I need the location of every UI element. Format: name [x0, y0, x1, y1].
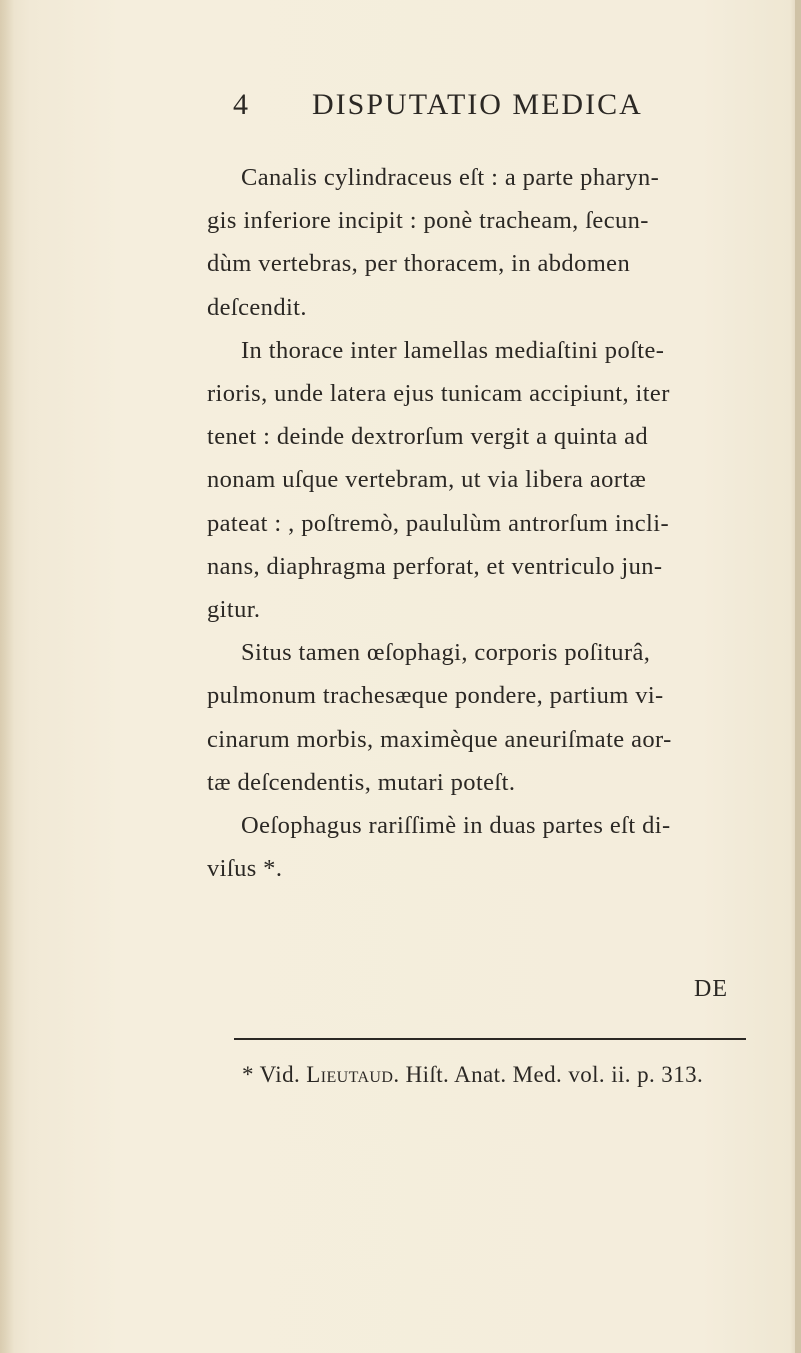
footnote-author: Lieutaud.	[306, 1062, 400, 1087]
footnote-marker: *	[242, 1062, 254, 1087]
text-line: rioris, unde latera ejus tunicam accipiunt, iter	[207, 380, 670, 408]
page-gutter-shadow	[0, 0, 14, 1353]
paragraph-1	[207, 156, 747, 329]
text-line: nonam uſque vertebram, ut via libera aortæ	[207, 466, 647, 494]
paragraph-2	[207, 329, 747, 631]
text-line: pulmonum trachesæque pondere, partium vi-	[207, 682, 664, 710]
running-title: DISPUTATIO MEDICA	[312, 88, 643, 121]
text-line: Canalis cylindraceus eſt : a parte pharyn-	[241, 164, 660, 191]
page-header	[0, 88, 801, 128]
text-line: gitur.	[207, 596, 261, 624]
text-line: viſus *.	[207, 855, 283, 883]
footnote-citation: Hiſt. Anat. Med. vol. ii. p. 313.	[405, 1062, 704, 1087]
text-line: cinarum morbis, maximèque aneuriſmate aor-	[207, 725, 672, 753]
paragraph-4	[207, 804, 747, 890]
text-line: tenet : deinde dextrorſum vergit a quinta ad	[207, 423, 649, 451]
footnote	[242, 1062, 703, 1088]
text-line: deſcendit.	[207, 293, 307, 321]
text-line: gis inferiore incipit : ponè tracheam, ſecun-	[207, 207, 649, 235]
text-line: Situs tamen œſophagi, corporis poſiturâ,	[241, 639, 651, 667]
text-line: tæ deſcendentis, mutari poteſt.	[207, 768, 516, 796]
footnote-prefix: Vid.	[259, 1062, 301, 1087]
text-line: In thorace inter lamellas mediaſtini poſte-	[241, 336, 665, 364]
paragraph-3	[207, 631, 747, 804]
page-edge	[795, 0, 801, 1353]
text-line: dùm vertebras, per thoracem, in abdomen	[207, 250, 631, 278]
main-text	[207, 156, 747, 890]
text-line: pateat : , poſtremò, paululùm antrorſum incli-	[207, 509, 670, 537]
catchword: DE	[694, 976, 728, 1002]
page-number: 4	[233, 88, 249, 121]
footnote-rule	[234, 1038, 746, 1040]
text-line: nans, diaphragma perforat, et ventriculo jun-	[207, 552, 663, 580]
text-line: Oeſophagus rariſſimè in duas partes eſt di-	[241, 812, 671, 840]
